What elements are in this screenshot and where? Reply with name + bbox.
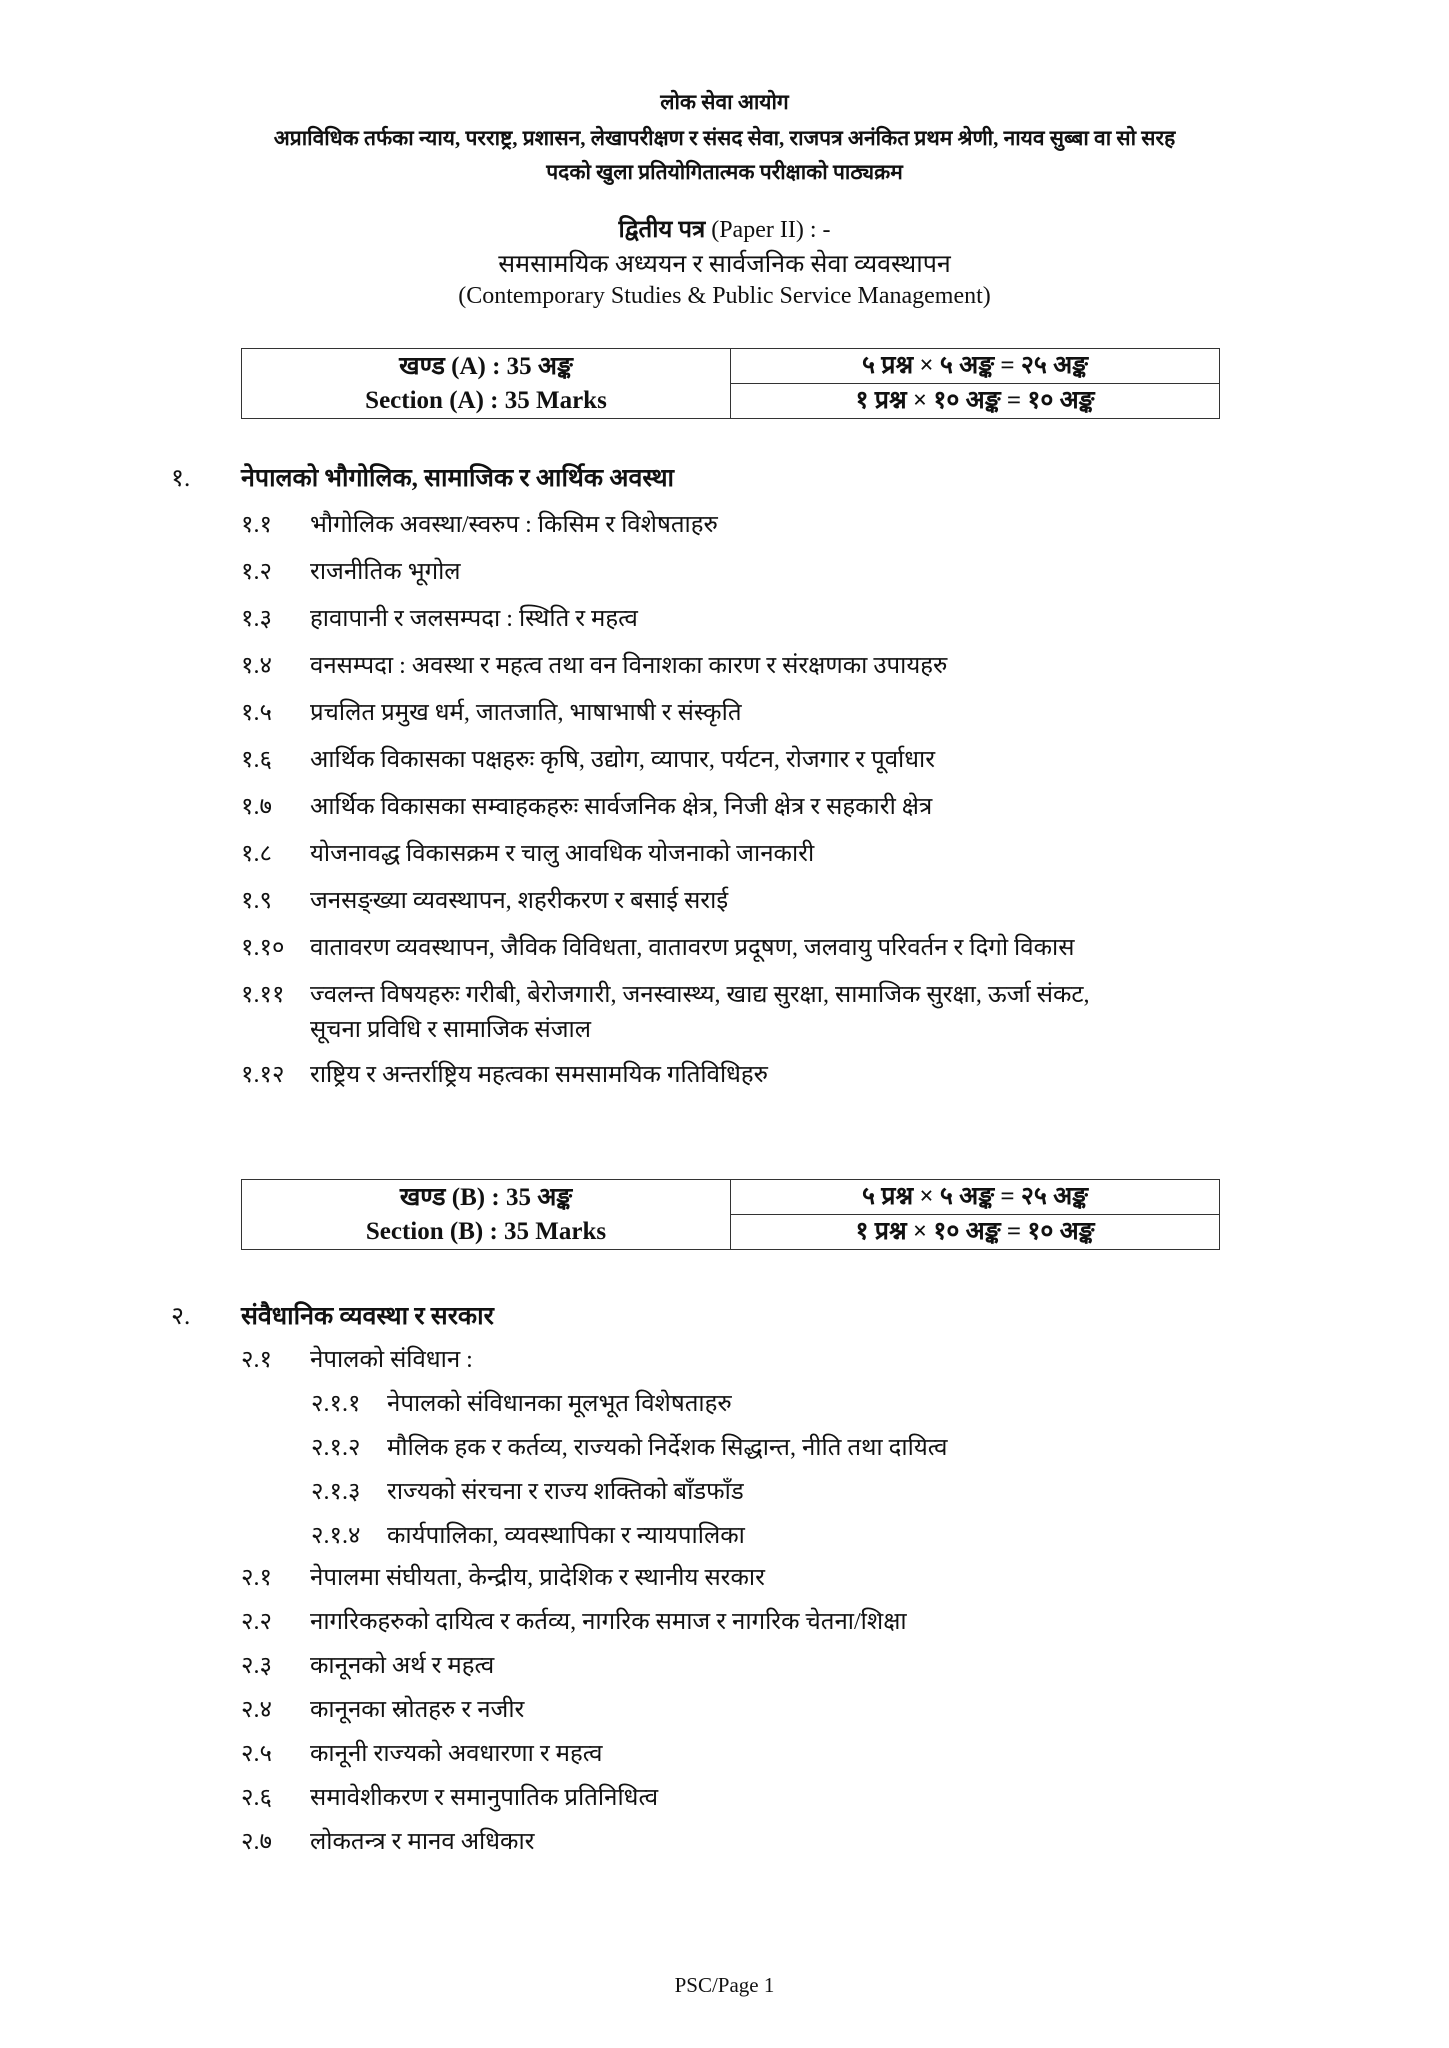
section-a-row1: ५ प्रश्न × ५ अङ्क = २५ अङ्क: [731, 349, 1220, 384]
paper-title: [0, 212, 1449, 245]
org-title: लोक सेवा आयोग: [660, 90, 789, 114]
item-number: १.११: [241, 982, 285, 1008]
item-text: नेपालमा संघीयता, केन्द्रीय, प्रादेशिक र स्थानीय सरकार: [310, 1565, 765, 1591]
item-number: १.४: [241, 653, 272, 679]
item-text: आर्थिक विकासका पक्षहरुः कृषि, उद्योग, व्यापार, पर्यटन, रोजगार र पूर्वाधार: [310, 747, 936, 773]
unit2-item: [241, 1648, 494, 1681]
unit1-item: [241, 883, 728, 916]
item-text: नेपालको संविधान :: [310, 1347, 473, 1373]
subject-en: (Contemporary Studies & Public Service Management): [458, 283, 991, 309]
unit1-item: [241, 836, 814, 869]
section-b-row2: १ प्रश्न × १० अङ्क = १० अङ्क: [731, 1215, 1220, 1250]
section-a-row2: १ प्रश्न × १० अङ्क = १० अङ्क: [731, 384, 1220, 419]
unit2-item: [241, 1604, 907, 1637]
item-text: जनसङ्ख्या व्यवस्थापन, शहरीकरण र बसाई सराई: [310, 888, 729, 914]
unit1-item: [241, 601, 638, 634]
header-line-3: पदको खुला प्रतियोगितात्मक परीक्षाको पाठ्यक्रम: [546, 160, 903, 184]
item-text: ज्वलन्त विषयहरुः गरीबी, बेरोजगारी, जनस्वास्थ्य, खाद्य सुरक्षा, सामाजिक सुरक्षा, ऊर्जा संकट,: [310, 982, 1090, 1008]
item-number: २.६: [241, 1785, 272, 1811]
item-number: २.१.४: [311, 1523, 361, 1549]
item-text: आर्थिक विकासका सम्वाहकहरुः सार्वजनिक क्षेत्र, निजी क्षेत्र र सहकारी क्षेत्र: [310, 794, 933, 820]
unit1-number: १.: [171, 465, 191, 492]
item-number: २.३: [241, 1653, 272, 1679]
item-text: प्रचलित प्रमुख धर्म, जातजाति, भाषाभाषी र संस्कृति: [310, 700, 742, 726]
unit2-heading: [171, 1298, 494, 1332]
item-text: राष्ट्रिय र अन्तर्राष्ट्रिय महत्वका समसामयिक गतिविधिहरु: [310, 1062, 769, 1088]
item-number: १.८: [241, 841, 272, 867]
unit1-item: [241, 742, 935, 775]
item-number: २.१: [241, 1565, 272, 1591]
item-number: १.७: [241, 794, 272, 820]
item-text: कानूनका स्रोतहरु र नजीर: [310, 1697, 525, 1723]
section-b-row1: ५ प्रश्न × ५ अङ्क = २५ अङ्क: [731, 1180, 1220, 1215]
unit2-subitem: [311, 1518, 745, 1551]
unit2-item: [241, 1824, 534, 1857]
item-number: १.१२: [241, 1062, 285, 1088]
item-text: वनसम्पदा : अवस्था र महत्व तथा वन विनाशका कारण र संरक्षणका उपायहरु: [310, 653, 948, 679]
unit1-item: [241, 789, 932, 822]
unit2-number: २.: [171, 1303, 191, 1330]
unit1-item: [241, 648, 947, 681]
item-number: २.५: [241, 1741, 272, 1767]
item-text: राज्यको संरचना र राज्य शक्तिको बाँडफाँड: [387, 1479, 744, 1505]
unit1-heading: [171, 460, 675, 494]
item-text: नेपालको संविधानका मूलभूत विशेषताहरु: [387, 1391, 732, 1417]
section-a-title-en: Section (A) : 35 Marks: [365, 386, 607, 414]
unit1-title: नेपालको भौगोलिक, सामाजिक र आर्थिक अवस्था: [241, 465, 675, 492]
unit1-item: [241, 930, 1074, 963]
section-b-title-en: Section (B) : 35 Marks: [365, 1217, 607, 1245]
section-a-marks-table: [241, 348, 1220, 419]
item-text: मौलिक हक र कर्तव्य, राज्यको निर्देशक सिद्धान्त, नीति तथा दायित्व: [387, 1435, 948, 1461]
unit1-item: [241, 695, 742, 728]
paper-en: (Paper II) : -: [705, 217, 831, 243]
item-text: वातावरण व्यवस्थापन, जैविक विविधता, वातावरण प्रदूषण, जलवायु परिवर्तन र दिगो विकास: [310, 935, 1075, 961]
unit2-item: [241, 1780, 658, 1813]
item-number: १.१: [241, 512, 272, 538]
item-number: १.६: [241, 747, 272, 773]
section-a-title: [242, 349, 731, 419]
item-text: योजनावद्ध विकासक्रम र चालु आवधिक योजनाको जानकारी: [310, 841, 815, 867]
item-number: १.९: [241, 888, 272, 914]
section-b-marks-table: [241, 1179, 1220, 1250]
section-a-title-np: खण्ड (A) : 35 अङ्क: [399, 352, 573, 380]
item-number: १.३: [241, 606, 272, 632]
unit1-item: [241, 507, 718, 540]
item-text: कार्यपालिका, व्यवस्थापिका र न्यायपालिका: [387, 1523, 745, 1549]
section-b-title-np: खण्ड (B) : 35 अङ्क: [399, 1183, 573, 1211]
unit1-item: [241, 554, 461, 587]
item-number: २.१.१: [311, 1391, 361, 1417]
section-b-title: [242, 1180, 731, 1250]
item-1-11-continuation: सूचना प्रविधि र सामाजिक संजाल: [310, 1017, 591, 1043]
item-number: २.१.३: [311, 1479, 361, 1505]
unit2-title: संवैधानिक व्यवस्था र सरकार: [241, 1303, 494, 1330]
unit2-item: [241, 1736, 603, 1769]
item-text: राजनीतिक भूगोल: [310, 559, 461, 585]
unit2-item-constitution: [241, 1342, 473, 1375]
item-number: २.७: [241, 1829, 272, 1855]
unit2-item: [241, 1560, 765, 1593]
item-number: २.४: [241, 1697, 272, 1723]
item-number: १.५: [241, 700, 272, 726]
item-text: कानूनको अर्थ र महत्व: [310, 1653, 495, 1679]
item-number: २.२: [241, 1609, 272, 1635]
unit2-subitem: [311, 1474, 744, 1507]
unit1-item: [241, 1057, 768, 1090]
unit2-subitem: [311, 1386, 732, 1419]
unit2-item: [241, 1692, 524, 1725]
item-number: २.१: [241, 1347, 272, 1373]
item-text: समावेशीकरण र समानुपातिक प्रतिनिधित्व: [310, 1785, 659, 1811]
item-text: कानूनी राज्यको अवधारणा र महत्व: [310, 1741, 603, 1767]
item-text: भौगोलिक अवस्था/स्वरुप : किसिम र विशेषताहरु: [310, 512, 718, 538]
unit2-subitem: [311, 1430, 947, 1463]
item-text: हावापानी र जलसम्पदा : स्थिति र महत्व: [310, 606, 638, 632]
item-number: २.१.२: [311, 1435, 361, 1461]
header-line-2: अप्राविधिक तर्फका न्याय, परराष्ट्र, प्रशासन, लेखापरीक्षण र संसद सेवा, राजपत्र अनंकित प्रथम श्रेणी, नायव सुब्बा वा सो सरह: [273, 126, 1176, 150]
item-number: १.१०: [241, 935, 285, 961]
paper-np: द्वितीय पत्र: [618, 217, 706, 243]
item-text: नागरिकहरुको दायित्व र कर्तव्य, नागरिक समाज र नागरिक चेतना/शिक्षा: [310, 1609, 907, 1635]
item-text: लोकतन्त्र र मानव अधिकार: [310, 1829, 535, 1855]
subject-np: समसामयिक अध्ययन र सार्वजनिक सेवा व्यवस्थापन: [498, 251, 951, 278]
page-footer: PSC/Page 1: [674, 1973, 775, 1997]
item-number: १.२: [241, 559, 272, 585]
unit1-item: [241, 977, 1090, 1010]
